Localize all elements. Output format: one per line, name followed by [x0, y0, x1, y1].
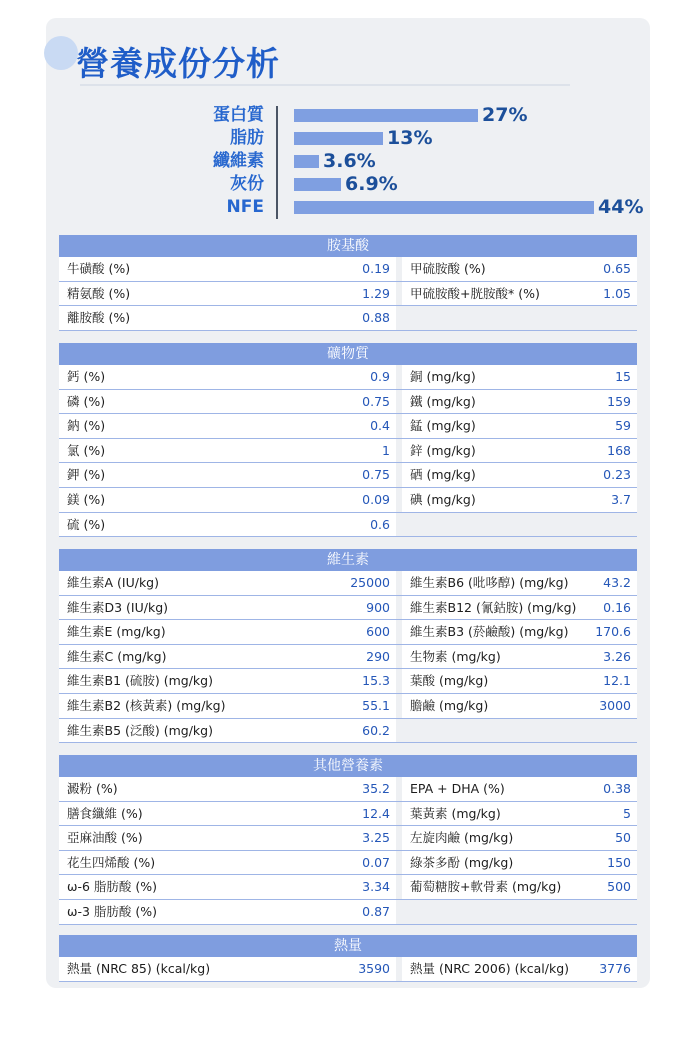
nutrient-value: 0.75 — [340, 463, 396, 487]
nutrient-value: 12.4 — [340, 802, 396, 826]
composition-bar — [294, 201, 594, 214]
section-4 — [59, 755, 637, 925]
nutrient-label — [402, 900, 582, 924]
nutrient-value: 25000 — [340, 571, 396, 595]
page-title: 營養成份分析 — [76, 44, 280, 83]
nutrient-value: 0.6 — [340, 513, 396, 537]
section-3 — [59, 549, 637, 743]
nutrient-value: 1.05 — [582, 282, 637, 306]
nutrient-value: 168 — [582, 439, 637, 463]
table-row — [59, 414, 637, 439]
table-row — [59, 306, 637, 331]
table-row — [59, 620, 637, 645]
section-header: 礦物質 — [59, 343, 637, 365]
composition-value: 13% — [387, 127, 433, 149]
nutrient-value: 0.4 — [340, 414, 396, 438]
nutrient-value: 500 — [582, 875, 637, 899]
nutrient-label: 膳食纖維 (%) — [59, 802, 340, 826]
nutrient-value: 1 — [340, 439, 396, 463]
title-divider — [80, 84, 570, 86]
nutrient-value: 43.2 — [582, 571, 637, 595]
nutrient-label: 葡萄糖胺+軟骨素 (mg/kg) — [402, 875, 582, 899]
nutrient-value: 0.23 — [582, 463, 637, 487]
section-2 — [59, 343, 637, 537]
nutrient-value: 900 — [340, 596, 396, 620]
nutrient-label: 熱量 (NRC 2006) (kcal/kg) — [402, 957, 582, 981]
nutrient-value: 0.16 — [582, 596, 637, 620]
table-row — [59, 900, 637, 925]
nutrient-value: 150 — [582, 851, 637, 875]
table-row — [59, 645, 637, 670]
table-row — [59, 669, 637, 694]
nutrient-label: 維生素B5 (泛酸) (mg/kg) — [59, 719, 340, 743]
nutrient-label: 碘 (mg/kg) — [402, 488, 582, 512]
table-row — [59, 439, 637, 464]
table-row — [59, 488, 637, 513]
nutrient-value: 3776 — [582, 957, 637, 981]
nutrient-label: 氯 (%) — [59, 439, 340, 463]
nutrient-value: 15.3 — [340, 669, 396, 693]
nutrient-label: 生物素 (mg/kg) — [402, 645, 582, 669]
nutrient-value: 60.2 — [340, 719, 396, 743]
nutrient-label: 維生素C (mg/kg) — [59, 645, 340, 669]
section-5 — [59, 935, 637, 982]
nutrient-label: 維生素B1 (硫胺) (mg/kg) — [59, 669, 340, 693]
nutrient-value: 170.6 — [582, 620, 637, 644]
nutrient-label: 葉酸 (mg/kg) — [402, 669, 582, 693]
nutrient-value: 15 — [582, 365, 637, 389]
table-row — [59, 390, 637, 415]
composition-value: 27% — [482, 104, 528, 126]
nutrient-value: 12.1 — [582, 669, 637, 693]
nutrient-label: 膽鹼 (mg/kg) — [402, 694, 582, 718]
nutrient-label: 鎂 (%) — [59, 488, 340, 512]
nutrient-label: EPA + DHA (%) — [402, 777, 582, 801]
table-row — [59, 719, 637, 744]
nutrient-label: ω-3 脂肪酸 (%) — [59, 900, 340, 924]
nutrient-value: 59 — [582, 414, 637, 438]
nutrient-label: 維生素D3 (IU/kg) — [59, 596, 340, 620]
composition-value: 44% — [598, 196, 644, 218]
composition-label: 脂肪 — [230, 128, 264, 148]
nutrient-label — [402, 513, 582, 537]
section-1 — [59, 235, 637, 331]
nutrient-label: 甲硫胺酸 (%) — [402, 257, 582, 281]
table-row — [59, 513, 637, 538]
nutrient-value: 3.34 — [340, 875, 396, 899]
table-row — [59, 777, 637, 802]
table-row — [59, 463, 637, 488]
composition-value: 3.6% — [323, 150, 376, 172]
nutrient-label: 硒 (mg/kg) — [402, 463, 582, 487]
nutrient-value — [582, 719, 637, 743]
table-row — [59, 826, 637, 851]
nutrient-value: 159 — [582, 390, 637, 414]
nutrient-value — [582, 306, 637, 330]
composition-bar — [294, 132, 383, 145]
nutrient-value: 0.38 — [582, 777, 637, 801]
nutrient-value: 3.7 — [582, 488, 637, 512]
table-row — [59, 257, 637, 282]
nutrient-label: 鉀 (%) — [59, 463, 340, 487]
nutrient-label: 亞麻油酸 (%) — [59, 826, 340, 850]
nutrient-label: 甲硫胺酸+胱胺酸* (%) — [402, 282, 582, 306]
table-row — [59, 282, 637, 307]
nutrient-value: 0.9 — [340, 365, 396, 389]
nutrient-label — [402, 719, 582, 743]
table-row — [59, 875, 637, 900]
nutrient-label: 維生素A (IU/kg) — [59, 571, 340, 595]
nutrient-label: 維生素B6 (吡哆醇) (mg/kg) — [402, 571, 582, 595]
nutrient-label: 銅 (mg/kg) — [402, 365, 582, 389]
table-row — [59, 957, 637, 982]
composition-label: 灰份 — [230, 174, 264, 194]
section-header: 維生素 — [59, 549, 637, 571]
nutrient-value: 1.29 — [340, 282, 396, 306]
nutrient-label: 澱粉 (%) — [59, 777, 340, 801]
nutrient-label: 維生素B2 (核黃素) (mg/kg) — [59, 694, 340, 718]
nutrient-value: 35.2 — [340, 777, 396, 801]
table-row — [59, 571, 637, 596]
nutrient-value: 290 — [340, 645, 396, 669]
table-row — [59, 365, 637, 390]
nutrient-label: 維生素B12 (氰鈷胺) (mg/kg) — [402, 596, 582, 620]
table-row — [59, 802, 637, 827]
nutrient-value: 5 — [582, 802, 637, 826]
nutrient-value: 50 — [582, 826, 637, 850]
composition-label: NFE — [226, 197, 264, 217]
nutrient-value: 3.25 — [340, 826, 396, 850]
nutrient-label: 牛磺酸 (%) — [59, 257, 340, 281]
composition-label: 纖維素 — [213, 151, 264, 171]
composition-value: 6.9% — [345, 173, 398, 195]
composition-bar — [294, 155, 319, 168]
nutrient-value — [582, 513, 637, 537]
nutrient-label: 花生四烯酸 (%) — [59, 851, 340, 875]
nutrient-label: ω-6 脂肪酸 (%) — [59, 875, 340, 899]
nutrient-value: 0.09 — [340, 488, 396, 512]
nutrient-label: 鐵 (mg/kg) — [402, 390, 582, 414]
nutrient-label: 維生素E (mg/kg) — [59, 620, 340, 644]
chart-axis — [276, 106, 278, 219]
nutrient-label: 綠茶多酚 (mg/kg) — [402, 851, 582, 875]
composition-bar — [294, 109, 478, 122]
nutrient-label: 熱量 (NRC 85) (kcal/kg) — [59, 957, 340, 981]
table-row — [59, 596, 637, 621]
nutrient-value: 0.75 — [340, 390, 396, 414]
nutrient-value: 55.1 — [340, 694, 396, 718]
nutrient-label: 鋅 (mg/kg) — [402, 439, 582, 463]
composition-label: 蛋白質 — [213, 105, 264, 125]
nutrient-value: 0.07 — [340, 851, 396, 875]
nutrient-value: 0.19 — [340, 257, 396, 281]
nutrient-label: 磷 (%) — [59, 390, 340, 414]
nutrient-value: 600 — [340, 620, 396, 644]
title-decoration — [44, 36, 78, 70]
nutrient-value — [582, 900, 637, 924]
section-header: 熱量 — [59, 935, 637, 957]
nutrient-value: 0.87 — [340, 900, 396, 924]
nutrient-label: 鈉 (%) — [59, 414, 340, 438]
nutrient-label: 錳 (mg/kg) — [402, 414, 582, 438]
nutrient-value: 3.26 — [582, 645, 637, 669]
nutrient-value: 0.65 — [582, 257, 637, 281]
nutrient-value: 3590 — [340, 957, 396, 981]
section-header: 胺基酸 — [59, 235, 637, 257]
nutrient-label: 葉黃素 (mg/kg) — [402, 802, 582, 826]
table-row — [59, 694, 637, 719]
nutrient-value: 0.88 — [340, 306, 396, 330]
nutrient-label: 維生素B3 (菸鹼酸) (mg/kg) — [402, 620, 582, 644]
nutrient-label: 硫 (%) — [59, 513, 340, 537]
composition-bar — [294, 178, 341, 191]
nutrient-label: 精氨酸 (%) — [59, 282, 340, 306]
nutrient-label: 離胺酸 (%) — [59, 306, 340, 330]
nutrient-label: 鈣 (%) — [59, 365, 340, 389]
nutrient-label — [402, 306, 582, 330]
section-header: 其他營養素 — [59, 755, 637, 777]
table-row — [59, 851, 637, 876]
nutrient-value: 3000 — [582, 694, 637, 718]
nutrient-label: 左旋肉鹼 (mg/kg) — [402, 826, 582, 850]
